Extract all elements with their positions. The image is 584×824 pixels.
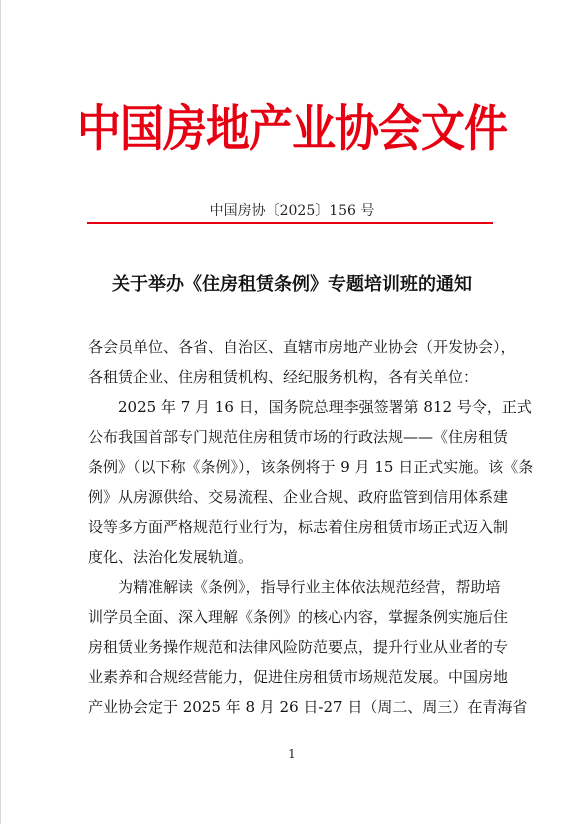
body-line: 为精准解读《条例》，指导行业主体依法规范经营，帮助培: [88, 578, 501, 596]
page-number: 1: [288, 747, 296, 761]
body-line: 2025 年 7 月 16 日，国务院总理李强签署第 812 号令，正式: [88, 398, 532, 416]
body-line: 设等多方面严格规范行业行为，标志着住房租赁市场正式迈入制: [88, 518, 509, 536]
red-divider: [87, 222, 493, 224]
body-line: 各会员单位、各省、自治区、直辖市房地产业协会（开发协会），: [88, 338, 516, 356]
body-line: 训学员全面、深入理解《条例》的核心内容，掌握条例实施后住: [88, 608, 509, 626]
body-line: 业素养和合规经营能力，促进住房租赁市场规范发展。中国房地: [88, 668, 509, 686]
body-line: 各租赁企业、住房租赁机构、经纪服务机构，各有关单位：: [88, 368, 479, 386]
body-text: [88, 332, 534, 722]
body-line: 条例》（以下称《条例》），该条例将于 9 月 15 日正式实施。该《条: [88, 458, 534, 476]
body-line: 例》从房源供给、交易流程、企业合规、政府监管到信用体系建: [88, 488, 509, 506]
body-line: 产业协会定于 2025 年 8 月 26 日-27 日（周二、周三）在青海省: [88, 698, 528, 716]
body-line: 度化、法治化发展轨道。: [88, 548, 254, 566]
body-line: 房租赁业务操作规范和法律风险防范要点，提升行业从业者的专: [88, 638, 509, 656]
body-line: 公布我国首部专门规范住房租赁市场的行政法规——《住房租赁: [88, 428, 509, 446]
masthead-title: 中国房地产业协会文件: [77, 100, 507, 158]
notice-title: 关于举办《住房租赁条例》专题培训班的通知: [112, 274, 472, 295]
document-number: 中国房协〔2025〕156 号: [209, 203, 375, 219]
